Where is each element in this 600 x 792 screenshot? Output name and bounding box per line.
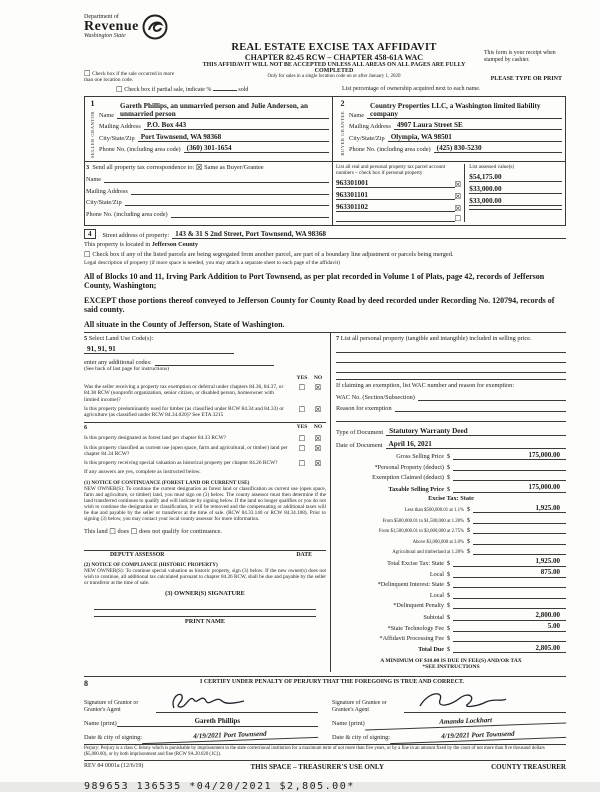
wac-field[interactable] [418,392,566,401]
assessed-value[interactable]: $33,000.00 [469,197,562,206]
no-checkbox[interactable]: ☒ [314,459,322,469]
segregated-checkbox[interactable]: ☐ [84,249,91,259]
dollar-sign: $ [466,537,471,545]
dollar-sign: $ [466,548,471,556]
form-warning: THIS AFFIDAVIT WILL NOT BE ACCEPTED UNLESS ALL AREAS ON ALL PAGES ARE FULLY COMPLETED [202,62,466,74]
dollar-sign: $ [446,591,451,599]
dollar-sign: $ [446,453,451,461]
dor-logo [84,14,176,39]
dollar-sign: $ [446,559,451,567]
buyer-name-field[interactable]: Country Properties LLC, a Washington limited liability company [367,102,562,119]
corr-address-label: Mailing Address [86,187,128,195]
parcel-header-left: List all real and personal property tax parcel account numbers – check box if personal property [336,164,446,177]
total-label: Subtotal [423,613,444,621]
corr-phone-label: Phone No. (including area code) [86,210,168,218]
parcel-personal-checkbox[interactable]: ☒ [454,204,462,214]
perjury-statement: Perjury: Perjury is a class C felony which is punishable by imprisonment in the state correctional institution for a maximum term of not more than five years, or by a fine in an amount fixed by the court of not more than five thousand dollars ($5,000.00), or by both imprisonment and fine (RCW 9A.20.020 (1C)). [84,744,566,757]
section2-number: 2 [340,99,345,108]
section5-number: 5 [84,335,88,343]
reason-field[interactable] [395,403,566,412]
name-print-label: Name (print) [332,720,365,728]
see-instructions-note: *SEE INSTRUCTIONS [422,664,480,671]
yes-header: YES [296,375,308,382]
county-treasurer-label: COUNTY TREASURER [491,762,566,771]
deputy-assessor-label: DEPUTY ASSESSOR [110,551,165,558]
section6 [84,422,326,475]
parcel-row [336,179,461,188]
partial-sale-label: Check box if partial sale, indicate % [124,87,212,93]
section1-number: 1 [90,99,95,108]
street-address-field[interactable]: 143 & 31 S 2nd Street, Port Townsend, WA 98368 [172,230,566,239]
total-value[interactable] [453,601,566,609]
total-row [336,569,566,578]
bracket-value[interactable]: 1,925.00 [473,505,566,514]
yes-header: YES [296,424,308,431]
located-county-value: Jefferson County [151,241,199,249]
print-name-label: PRINT NAME [94,616,316,626]
total-row [336,612,566,621]
buyer-phone-field[interactable]: (425) 830-5230 [434,144,562,153]
total-label: *Delinquent Penalty [393,602,444,610]
buyer-phone-label: Phone No. (including area code) [349,146,431,153]
total-value[interactable]: 5.00 [453,623,566,632]
parcel-row [336,203,461,212]
title-block [189,42,479,79]
money-label: *Personal Property (deduct) [374,463,444,471]
yes-checkbox[interactable]: ☐ [298,433,306,443]
total-row [336,558,566,567]
total-value[interactable] [453,580,566,588]
total-row [336,601,566,609]
legal-description-label: Legal description of property (if more space is needed, you may attach a separate sheet to each page of the affidavit) [84,260,340,267]
total-row [336,580,566,588]
grantee-signature-field[interactable] [404,690,566,713]
money-label: Taxable Selling Price [388,485,444,493]
dollar-sign: $ [446,635,451,643]
bracket-label: Agricultural and timberland at 1.28% [392,550,464,556]
form-title: REAL ESTATE EXCISE TAX AFFIDAVIT [231,42,437,53]
same-as-buyer-label: Same as Buyer/Grantee [204,164,264,172]
seller-side-label: SELLER GRANTOR [90,111,95,159]
parties-box [84,96,566,226]
no-checkbox[interactable]: ☒ [314,404,322,414]
instructions-note: (See back of last page for instructions) [84,365,169,372]
date-city-label: Date & city of signing: [332,734,391,742]
seller-address-field[interactable]: P.O. Box 443 [144,121,329,130]
bracket-row [336,516,566,524]
this-land-label: This land [84,528,108,536]
money-row [336,484,566,493]
grantor-date-city[interactable]: 4/19/2021 Port Townsend [142,727,318,744]
section4-number: 4 [84,229,96,239]
same-as-buyer-checkbox[interactable]: ☒ [195,163,203,173]
partial-sale-percent-field[interactable] [213,90,237,91]
money-value[interactable]: 175,000.00 [453,484,566,493]
corr-name-field[interactable] [104,174,329,183]
money-label: Gross Selling Price [396,453,444,461]
receipt-note: This form is your receipt when stamped by cashier. [484,50,556,63]
grantee-signature-icon [414,690,514,714]
grantee-signature-label: Signature of Grantee or Grantee's Agent [332,700,387,713]
total-label: *State Technology Fee [387,624,444,632]
dollar-sign: $ [446,646,451,654]
does-not-checkbox[interactable]: ☐ [130,527,138,537]
seller-phone-label: Phone No. (including area code) [99,146,181,153]
type-or-print-note: PLEASE TYPE OR PRINT [490,76,562,82]
no-checkbox[interactable]: ☒ [314,383,322,393]
total-value[interactable]: 875.00 [453,569,566,578]
no-checkbox[interactable]: ☒ [314,443,322,453]
partial-sale-checkbox[interactable]: ☐ [116,85,123,94]
bracket-label: Above $3,000,000 at 3.0% [412,539,464,545]
money-row [336,452,566,461]
money-value[interactable]: 175,000.00 [453,452,566,461]
parcel-number[interactable]: 963301001 [336,179,455,188]
parcel-number[interactable]: 963301101 [336,191,455,200]
reason-label: Reason for exemption [336,405,392,413]
bracket-value[interactable] [473,537,566,545]
buyer-name-label: Name [349,111,365,119]
section8-number: 8 [84,679,88,689]
wac-label: WAC No. (Section/Subsection) [336,393,415,401]
money-value[interactable] [453,463,566,471]
located-label: This property is located in [84,241,151,249]
land-use-field[interactable]: 91, 91, 91 [84,345,234,354]
treasurer-stamp: 989653 136535 *04/20/2021 $2,805.00* [84,780,355,792]
bracket-label: From $1,500,000.01 to $3,000,000 at 2.75% [378,529,464,535]
bracket-value[interactable] [473,526,566,534]
name-print-label: Name (print) [84,720,117,728]
notice-compliance-body: NEW OWNER(S): To continue special valuation as historic property, sign (3) below. If the new owner(s) does not wish to continue, all additional tax calculated pursuant to chapter 84.26 RCW, shall be due and payable by the seller or transferor at the time of sale. [84,567,326,586]
dor-seal-icon [142,14,168,40]
total-label: Total Due [418,646,444,654]
correspondence-label: Send all property tax correspondence to: [92,164,195,172]
bracket-row [336,537,566,545]
parcel-personal-checkbox[interactable]: ☒ [454,180,462,190]
reason-field-line2[interactable] [336,412,566,422]
parcel-header-right: List assessed value(s) [469,164,515,171]
section3-number: 3 [86,164,90,172]
yes-checkbox[interactable]: ☐ [298,459,306,469]
seller-phone-field[interactable]: (360) 301-1654 [184,144,329,153]
dollar-sign: $ [446,570,451,578]
personal-property-field[interactable] [336,363,566,373]
section4 [84,229,566,329]
does-not-label: does not qualify for continuance. [138,528,223,536]
seller-name-field[interactable]: Gareth Phillips, an unmarried person and Julie Anderson, an unmarried person [117,102,329,119]
does-checkbox[interactable]: ☐ [109,527,116,537]
grantor-name-print[interactable]: Gareth Phillips [117,716,318,727]
buyer-side-label: BUYER GRANTEE [340,111,345,156]
total-value[interactable]: 2,800.00 [453,612,566,621]
question-row [84,406,326,418]
exemption-header: If claiming an exemption, list WAC number and reason for exemption: [336,379,566,390]
corr-name-label: Name [86,176,102,184]
grantee-name-print[interactable]: Amanda Lockhart [365,713,567,731]
does-label: does [117,528,130,536]
question-row [84,460,326,467]
multi-location-row [84,70,179,83]
yes-checkbox[interactable]: ☐ [298,383,306,393]
grantee-date-city[interactable]: 4/19/2021 Port Townsend [390,727,566,744]
parcel-personal-checkbox[interactable]: ☒ [454,192,462,202]
no-header: NO [313,424,323,431]
grantor-signature-label: Signature of Grantor or Grantor's Agent [84,700,139,713]
question-text: Was the seller receiving a property tax exemption or deferral under chapters 84.36, 84.37, or 84.38 RCW (nonprofit organization, senior citizen, or disabled person, homeowner with limited income)? [84,384,284,403]
notice-continuance-title: (1) NOTICE OF CONTINUANCE (FOREST LAND OR CURRENT USE) [84,479,250,486]
corr-city-field[interactable] [125,197,329,206]
question-text: Is this property receiving special valuation as historical property per chapter 84.26 RCW? [84,460,278,467]
buyer-address-label: Mailing Address [349,123,391,130]
partial-sale-row [116,86,248,93]
notice-compliance-title: (2) NOTICE OF COMPLIANCE (HISTORIC PROPERTY) [84,561,218,568]
excise-tax-header: Excise Tax: State [428,494,474,502]
date-city-label: Date & city of signing: [84,734,143,742]
total-row [336,623,566,632]
doc-type-label: Type of Document [336,429,384,437]
parcel-row [336,191,461,200]
personal-property-label: List all personal property (tangible and intangible) included in selling price. [340,335,532,343]
no-header: NO [313,375,323,382]
total-label: Local [429,570,444,578]
total-value[interactable] [453,591,566,599]
legal-description-para1: All of Blocks 10 and 11, Irving Park Addition to Port Townsend, as per plat recorded in Volume 1 of Plats, page 42, records of Jefferson County, Washington; [84,271,545,291]
certify-statement: I CERTIFY UNDER PENALTY OF PERJURY THAT THE FOREGOING IS TRUE AND CORRECT. [199,679,464,686]
money-row [336,473,566,481]
assessed-value[interactable] [469,209,562,210]
additional-codes-label: enter any additional codes: [84,358,152,366]
section6-number: 6 [84,424,88,432]
logo-text-state: Washington State [84,33,126,39]
dollar-sign: $ [446,602,451,610]
rev-form-number: REV 84 0001a (12/6/19) [84,762,144,769]
legal-description-para2: EXCEPT those portions thereof conveyed to Jefferson County for County Road by deed recorded under Recording No. 120794, records of said county. [84,295,555,315]
deputy-assessor-line [84,550,326,558]
partial-sale-suffix: sold [238,87,249,93]
bracket-row [336,547,566,555]
main-detail-box [84,332,566,672]
question-text: Is this property predominantly used for timber (as classified under RCW 84.34 and 84.33) or agriculture (as classified under RCW 84.34.020)? See ETA 3215 [84,405,284,418]
multi-location-checkbox[interactable]: ☐ [84,69,91,78]
money-row [336,463,566,471]
dollar-sign: $ [446,474,451,482]
yes-checkbox[interactable]: ☐ [298,443,306,453]
notice-continuance-body: NEW OWNER(S): To continue the current designation as forest land or classification as current use (open space, farm and agriculture, or timber) land, you must sign on (3) below. The county assessor must then determine if the land transferred continues to qualify and will indicate by signing below. If the land no longer qualifies or you do not wish to continue the designation or classification, it will be removed and the compensating or additional taxes will be due and payable by the seller or transferor at the time of sale. (RCW 84.33.140 or RCW 84.34.108). Prior to signing (3) below, you may contact your local county assessor for more information. [84,485,326,523]
form-subtitle: CHAPTER 82.45 RCW – CHAPTER 458-61A WAC [244,53,424,62]
buyer-city-label: City/State/Zip [349,134,385,142]
parcel-row [336,215,461,222]
dollar-sign: $ [446,463,451,471]
question-row [84,435,326,442]
logo-text-revenue: Revenue [84,19,139,34]
doc-type-field[interactable]: Statutory Warranty Deed [386,427,566,436]
bracket-row [336,505,566,514]
dollar-sign: $ [466,527,471,535]
owner-signature-field[interactable] [94,598,316,610]
yes-checkbox[interactable]: ☐ [298,404,306,414]
land-use-label: Select Land Use Code(s): [88,335,154,343]
personal-property-field[interactable] [336,353,566,363]
total-row [336,634,566,642]
additional-codes-field[interactable] [155,357,274,366]
doc-date-label: Date of Document [336,442,383,450]
if-yes-note: If any answers are yes, complete as instructed below. [84,469,201,476]
total-label: *Delinquent Interest: State [377,581,444,589]
assessed-value[interactable]: $33,000.00 [469,185,562,194]
bracket-label: Less than $500,000.01 at 1.1% [404,508,464,514]
ownership-note: List percentage of ownership acquired next to each name. [342,86,481,92]
parcel-personal-checkbox[interactable]: ☐ [454,214,462,224]
grantor-signature-field[interactable] [156,690,318,713]
question-text: Is this property classified as current use (open space, farm and agricultural, or timber) land per chapter 84.34 RCW? [84,444,288,457]
total-label: *Affidavit Processing Fee [379,635,444,643]
multi-location-label: Check box if the sale occurred in more than one location code. [84,71,175,83]
date-label: DATE [296,551,312,558]
parcel-number[interactable]: 963301102 [336,203,455,212]
logo-text-department: Department of [84,14,119,20]
buyer-address-field[interactable]: 4907 Laura Street SE [394,121,562,130]
dollar-sign: $ [466,516,471,524]
doc-date-field[interactable]: April 16, 2021 [386,440,566,449]
total-row [336,591,566,599]
bracket-row [336,526,566,534]
seller-address-label: Mailing Address [99,123,141,130]
bracket-value[interactable] [473,547,566,555]
owner-signature-label: (3) OWNER(S) SIGNATURE [165,590,245,598]
total-label: Total Excise Tax: State [387,559,444,567]
question-row [84,445,326,457]
total-label: Local [429,591,444,599]
personal-property-field[interactable] [336,343,566,353]
dollar-sign: $ [446,624,451,632]
dollar-sign: $ [446,613,451,621]
seller-city-field[interactable]: Port Townsend, WA 98368 [138,133,329,142]
corr-city-label: City/State/Zip [86,199,122,207]
question-text: Is this property designated as forest land per chapter 84.33 RCW? [84,434,227,441]
question-row [84,384,326,403]
parcel-number[interactable] [336,221,455,222]
money-value[interactable] [453,473,566,481]
seller-city-label: City/State/Zip [99,134,135,142]
section7-number: 7 [336,335,340,343]
dollar-sign: $ [446,581,451,589]
form-only-note: Only for sales in a single location code on or after January 1, 2020 [267,74,401,79]
buyer-city-field[interactable]: Olympia, WA 98501 [388,133,562,142]
seller-name-label: Name [99,111,115,119]
form-header [84,12,566,96]
legal-description-para3: All situate in the County of Jefferson, State of Washington. [84,319,285,329]
total-row [336,645,566,654]
corr-phone-field[interactable] [171,209,329,218]
total-value[interactable]: 2,805.00 [453,645,566,654]
money-label: Exemption Claimed (deduct) [372,474,444,482]
segregated-label: Check box if any of the listed parcels are being segregated from another parcel, are part of a boundary line adjustment or parcels being merged. [92,250,454,258]
section8 [84,676,566,741]
minimum-due-note: A MINIMUM OF $10.00 IS DUE IN FEE(S) AND/OR TAX [380,658,522,665]
grantor-signature-icon [166,690,256,714]
dollar-sign: $ [446,485,451,493]
treasurer-space-label: THIS SPACE – TREASURER'S USE ONLY [250,762,384,771]
street-address-label: Street address of property: [102,232,170,240]
corr-address-field[interactable] [131,186,329,195]
assessed-value[interactable]: $54,175.00 [469,173,562,182]
bracket-value[interactable] [473,516,566,524]
total-value[interactable] [453,634,566,642]
bracket-label: From $500,000.01 to $1,500,000 at 1.28% [382,518,464,524]
dollar-sign: $ [466,506,471,514]
no-checkbox[interactable]: ☒ [314,433,322,443]
total-value[interactable]: 1,925.00 [453,558,566,567]
footer-row [84,760,566,771]
